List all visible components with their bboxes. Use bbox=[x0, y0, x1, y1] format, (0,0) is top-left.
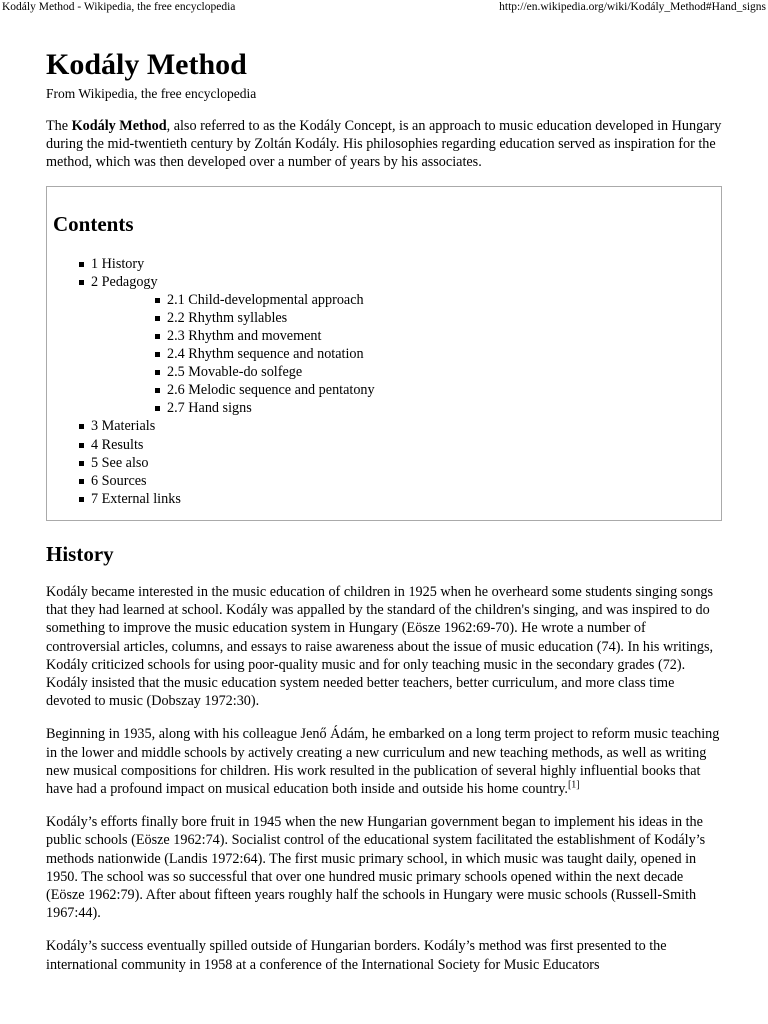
toc-link[interactable]: 7 External links bbox=[91, 490, 181, 507]
history-paragraph-4: Kodály’s success eventually spilled outside of Hungarian borders. Kodály’s method was first presented to the international community in 1958 at a conference of the International Society for Music Educators bbox=[46, 938, 667, 973]
toc-subitem[interactable] bbox=[91, 381, 715, 399]
toc-link[interactable]: 1 History bbox=[91, 255, 145, 272]
toc-subitem[interactable] bbox=[91, 291, 715, 309]
history-paragraph-3: Kodály’s efforts finally bore fruit in 1945 when the new Hungarian government began to implement his ideas in the public schools (Eösze 1962:74). Socialist control of the educational system facilitated the establishment of Kodály’s methods nationwide (Landis 1972:64). The first music primary school, in which music was taught daily, opened in 1950. The school was so successful that over one hundred music primary schools opened within the next decade (Eösze 1962:79). After about fifteen years roughly half the schools in Hungary were music schools (Russell-Smith 1967:44). bbox=[46, 814, 706, 922]
toc-link[interactable]: 2.3 Rhythm and movement bbox=[167, 327, 322, 344]
page-title: Kodály Method bbox=[46, 48, 247, 81]
toc-item-external-links[interactable] bbox=[53, 490, 715, 508]
toc-item-materials[interactable] bbox=[53, 417, 715, 435]
history-paragraph-1: Kodály became interested in the music education of children in 1925 when he overheard some students singing songs that they had learned at school. Kodály was appalled by the standard of the children's singing, and was inspired to do something to improve the music education system in Hungary (Eösze 1962:69-70). He wrote a number of controversial articles, columns, and essays to raise awareness about the issue of music education (74). In his writings, Kodály criticized schools for using poor-quality music and for only teaching music in the secondary grades (72). Kodály insisted that the music education system needed better teachers, better curriculum, and more class time devoted to music (Dobszay 1972:30). bbox=[46, 583, 714, 710]
intro-paragraph bbox=[46, 117, 722, 172]
toc-heading: Contents bbox=[53, 211, 134, 236]
article-content bbox=[46, 46, 722, 974]
toc-subitem[interactable] bbox=[91, 399, 715, 417]
page-title-header: Kodály Method - Wikipedia, the free encyclopedia bbox=[2, 1, 236, 13]
toc-subitem[interactable] bbox=[91, 309, 715, 327]
toc-item-results[interactable] bbox=[53, 436, 715, 454]
toc-sublist bbox=[91, 291, 715, 418]
citation-ref[interactable]: [1] bbox=[567, 779, 580, 791]
print-header bbox=[0, 0, 768, 16]
toc-subitem[interactable] bbox=[91, 327, 715, 345]
table-of-contents bbox=[46, 186, 722, 521]
toc-link[interactable]: 2.4 Rhythm sequence and notation bbox=[167, 346, 364, 363]
toc-link[interactable]: 2.5 Movable-do solfege bbox=[167, 364, 303, 381]
toc-link[interactable]: 6 Sources bbox=[91, 472, 147, 489]
toc-subitem[interactable] bbox=[91, 345, 715, 363]
toc-link[interactable]: 5 See also bbox=[91, 454, 149, 471]
toc-list bbox=[53, 255, 715, 508]
history-paragraph-2 bbox=[46, 725, 722, 798]
toc-link[interactable]: 3 Materials bbox=[91, 418, 156, 435]
section-heading-history: History bbox=[46, 541, 114, 566]
toc-item-history[interactable] bbox=[53, 255, 715, 273]
toc-link[interactable]: 4 Results bbox=[91, 436, 144, 453]
site-subtitle: From Wikipedia, the free encyclopedia bbox=[46, 86, 257, 101]
intro-before: The bbox=[46, 118, 72, 134]
toc-link[interactable]: 2 Pedagogy bbox=[91, 273, 158, 290]
toc-item-sources[interactable] bbox=[53, 472, 715, 490]
toc-item-pedagogy[interactable] bbox=[53, 273, 715, 418]
toc-item-see-also[interactable] bbox=[53, 454, 715, 472]
history-paragraph-2-text: Beginning in 1935, along with his colleague Jenő Ádám, he embarked on a long term project to reform music teaching in the lower and middle schools by actively creating a new curriculum and new teaching methods, as well as writing new musical compositions for children. His work resulted in the publication of several highly influential books that have had a profound impact on musical education both inside and outside his home country. bbox=[46, 726, 720, 797]
toc-link[interactable]: 2.2 Rhythm syllables bbox=[167, 309, 288, 326]
toc-link[interactable]: 2.7 Hand signs bbox=[167, 400, 252, 417]
toc-subitem[interactable] bbox=[91, 363, 715, 381]
intro-bold-term: Kodály Method bbox=[71, 118, 167, 134]
intro-after: , also referred to as the Kodály Concept, is an approach to music education developed in Hungary during the mid-twentieth century by Zoltán Kodály. His philosophies regarding education served as inspiration for the method, which was then developed over a number of years by his associates. bbox=[46, 118, 722, 171]
toc-link[interactable]: 2.6 Melodic sequence and pentatony bbox=[167, 382, 375, 399]
page-url: http://en.wikipedia.org/wiki/Kodály_Method#Hand_signs bbox=[499, 1, 766, 13]
toc-link[interactable]: 2.1 Child-developmental approach bbox=[167, 291, 364, 308]
